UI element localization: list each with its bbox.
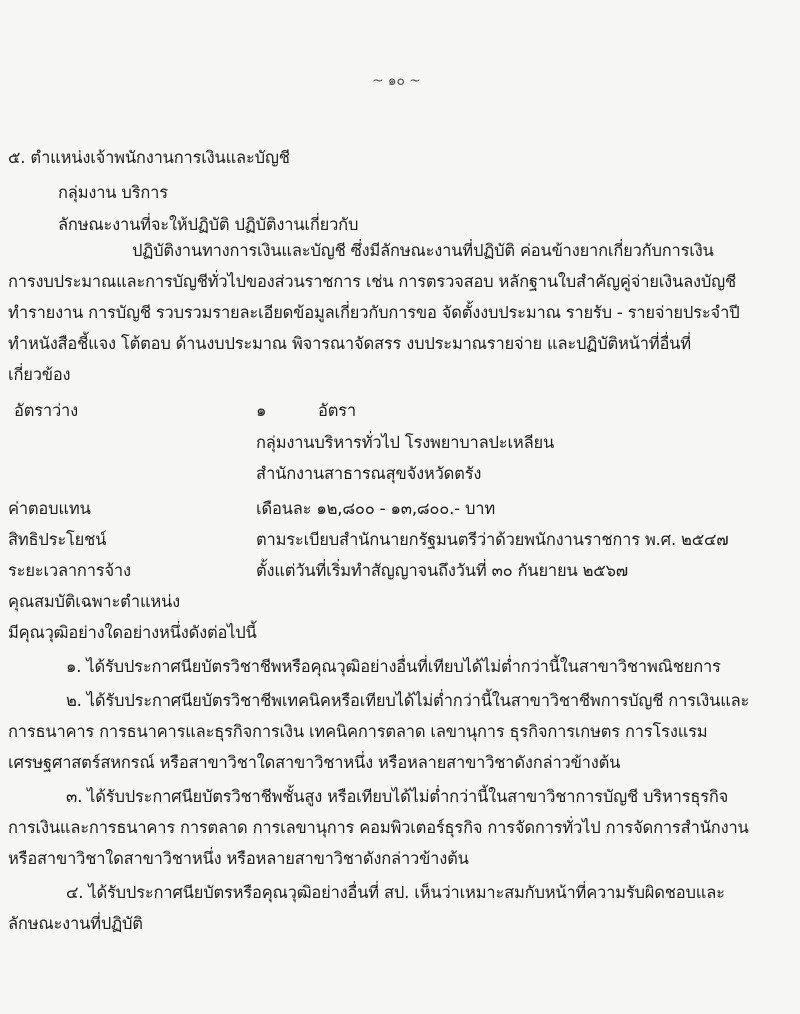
qualification-item: ๑. ได้รับประกาศนียบัตรวิชาชีพหรือคุณวุฒิอย่างอื่นที่เทียบได้ไม่ต่ำกว่านี้ในสาขาวิชาพณิชยการ	[66, 657, 721, 676]
vacancy-unit: อัตรา	[318, 401, 356, 420]
qualification-intro: มีคุณวุฒิอย่างใดอย่างหนึ่งดังต่อไปนี้	[8, 623, 257, 642]
vacancy-count: ๑	[256, 401, 267, 420]
duty-line: ทำรายงาน การบัญชี รวบรวมรายละเอียดข้อมูลเกี่ยวกับการขอ จัดตั้งงบประมาณ รายรับ - รายจ่ายประจำปี	[8, 303, 740, 322]
duty-line: ปฏิบัติงานทางการเงินและบัญชี ซึ่งมีลักษณะงานที่ปฏิบัติ ค่อนข้างยากเกี่ยวกับการเงิน	[132, 241, 714, 260]
qualification-item: ๔. ได้รับประกาศนียบัตรหรือคุณวุฒิอย่างอื่นที่ สป. เห็นว่าเหมาะสมกับหน้าที่ความรับผิดชอบและ	[66, 883, 725, 902]
position-heading: ๕. ตำแหน่งเจ้าพนักงานการเงินและบัญชี	[8, 148, 290, 167]
duty-line: การงบประมาณและการบัญชีทั่วไปของส่วนราชการ เช่น การตรวจสอบ หลักฐานใบสำคัญคู่จ่ายเงินลงบัญชี	[8, 272, 737, 291]
qualification-item: การธนาคาร การธนาคารและธุรกิจการเงิน เทคนิคการตลาด เลขานุการ ธุรกิจการเกษตร การโรงแรม	[8, 722, 708, 741]
qualification-item: การเงินและการธนาคาร การตลาด การเลขานุการ คอมพิวเตอร์ธุรกิจ การจัดการทั่วไป การจัดการสำนักงาน	[8, 818, 749, 837]
page-number: ~ ๑๐ ~	[372, 73, 421, 89]
pay-label: ค่าตอบแทน	[8, 499, 91, 518]
duty-line: ทำหนังสือชี้แจง โต้ตอบ ด้านงบประมาณ พิจารณาจัดสรร งบประมาณรายจ่าย และปฏิบัติหน้าที่อื่นที่	[8, 334, 691, 353]
pay-value: เดือนละ ๑๒,๘๐๐ - ๑๓,๘๐๐.- บาท	[256, 499, 495, 518]
term-label: ระยะเวลาการจ้าง	[8, 561, 131, 580]
duty-line: เกี่ยวข้อง	[8, 365, 71, 384]
qualification-item: ลักษณะงานที่ปฏิบัติ	[8, 914, 143, 933]
qualification-label: คุณสมบัติเฉพาะตำแหน่ง	[8, 592, 180, 611]
qualification-item: เศรษฐศาสตร์สหกรณ์ หรือสาขาวิชาใดสาขาวิชาหนึ่ง หรือหลายสาขาวิชาดังกล่าวข้างต้น	[8, 753, 621, 772]
work-group: กลุ่มงาน บริการ	[58, 183, 168, 202]
benefit-label: สิทธิประโยชน์	[8, 530, 107, 549]
qualification-item: หรือสาขาวิชาใดสาขาวิชาหนึ่ง หรือหลายสาขาวิชาดังกล่าวข้างต้น	[8, 849, 469, 868]
benefit-value: ตามระเบียบสำนักนายกรัฐมนตรีว่าด้วยพนักงานราชการ พ.ศ. ๒๕๔๗	[256, 530, 729, 549]
qualification-item: ๓. ได้รับประกาศนียบัตรวิชาชีพชั้นสูง หรือเทียบได้ไม่ต่ำกว่านี้ในสาขาวิชาการบัญชี บริหารธุรกิจ	[66, 787, 729, 806]
vacancy-label: อัตราว่าง	[14, 401, 78, 420]
unit-line: สำนักงานสาธารณสุขจังหวัดตรัง	[256, 464, 482, 483]
duty-intro: ลักษณะงานที่จะให้ปฏิบัติ ปฏิบัติงานเกี่ยวกับ	[58, 215, 359, 234]
term-value: ตั้งแต่วันที่เริ่มทำสัญญาจนถึงวันที่ ๓๐ กันยายน ๒๕๖๗	[256, 561, 629, 580]
qualification-item: ๒. ได้รับประกาศนียบัตรวิชาชีพเทคนิคหรือเทียบได้ไม่ต่ำกว่านี้ในสาขาวิชาชีพการบัญชี การเงินและ	[66, 691, 750, 710]
unit-line: กลุ่มงานบริหารทั่วไป โรงพยาบาลปะเหลียน	[256, 433, 555, 452]
